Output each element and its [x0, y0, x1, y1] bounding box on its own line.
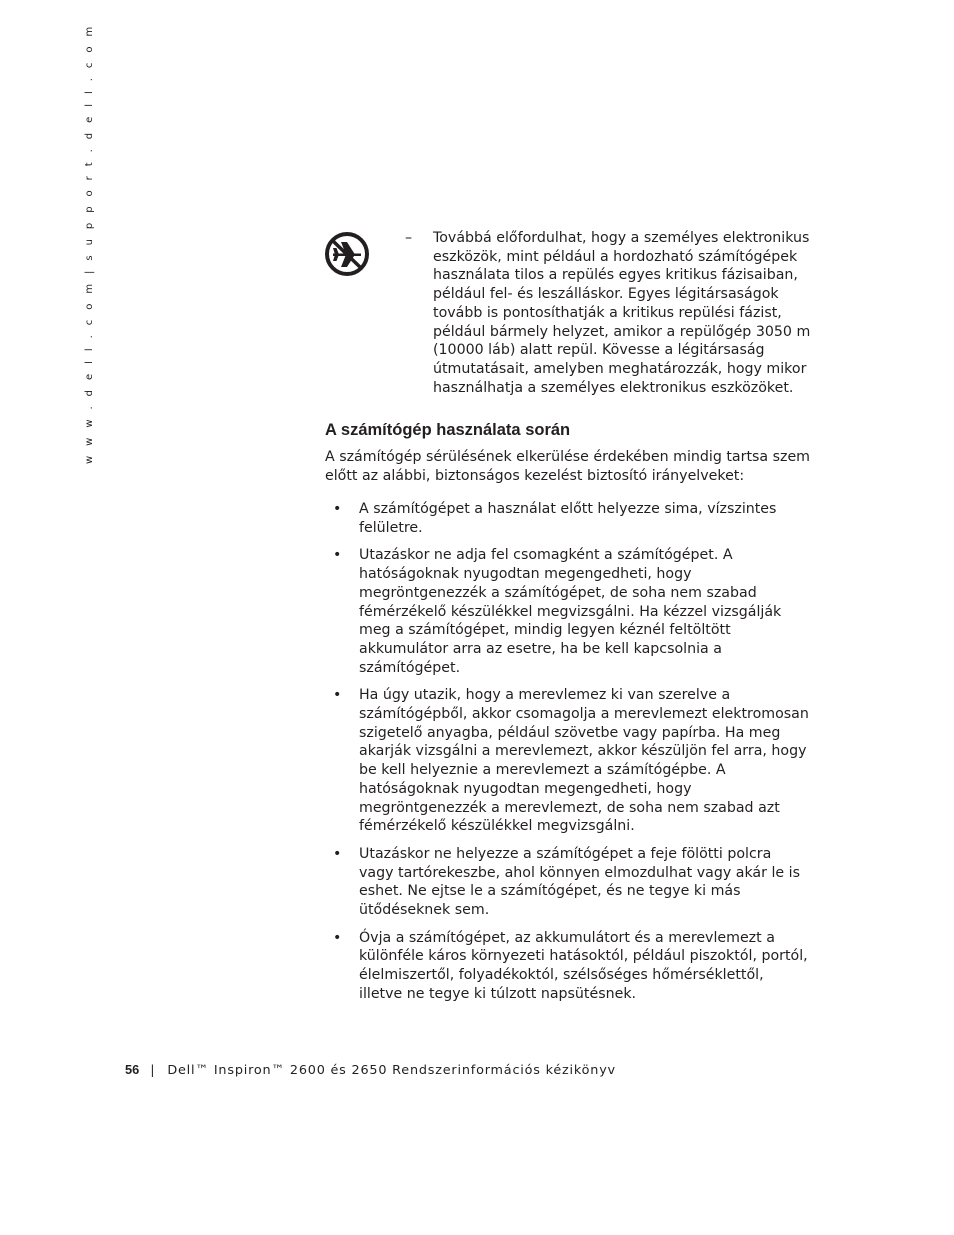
flight-note [405, 229, 815, 397]
flight-note-text: Továbbá előfordulhat, hogy a személyes elektronikus eszközök, mint például a hordozható számítógépek használata tilos a repülés egyes kritikus fázisaiban, például fel- és leszálláskor. Egyes légitársaságok tovább is pontosíthatják a kritikus repülési fázist, például bármely helyzet, amikor a repülőgép 3050 m (10000 láb) alatt repül. Kövesse a légitársaság útmutatásait, amelyben meghatározzák, hogy mikor használhatja a személyes elektronikus eszközöket. [433, 230, 811, 396]
list-item [325, 845, 810, 920]
page-footer [125, 1060, 616, 1081]
footer-separator: | [150, 1063, 156, 1078]
no-electronics-airplane-icon [324, 231, 370, 277]
list-item [325, 546, 810, 677]
bullet-icon: • [333, 547, 342, 564]
list-item-text: Ha úgy utazik, hogy a merevlemez ki van szerelve a számítógépből, akkor csomagolja a merevlemezt elektromosan szigetelő anyagba, például szövetbe vagy papírba. Ha meg akarják vizsgálni a merevlemezt, akkor készüljön fel arra, hogy be kell helyeznie a merevlemezt a számítógépbe. A hatóságoknak nyugodtan megengedheti, hogy megröntgenezzék a merevlemezt, de soha nem szabad azt fémérzékelő készülékkel megvizsgálni. [359, 687, 809, 835]
list-item-text: Utazáskor ne adja fel csomagként a számítógépet. A hatóságoknak nyugodtan megengedheti, hogy megröntgenezzék a számítógépet, de soha nem szabad fémérzékelő készülékkel megvizsgálni. Ha kézzel vizsgálják meg a számítógépet, mindig legyen kéznél feltöltött akkumulátor arra az esetre, ha be kell kapcsolnia a számítógépet. [359, 547, 782, 676]
list-item [325, 500, 810, 537]
bullet-icon: • [333, 845, 342, 862]
manual-title: Dell™ Inspiron™ 2600 és 2650 Rendszerinformációs kézikönyv [167, 1063, 616, 1078]
list-item [325, 929, 810, 1004]
section-intro: A számítógép sérülésének elkerülése érdekében mindig tartsa szem előtt az alábbi, biztonságos kezelést biztosító irányelveket: [325, 449, 810, 484]
bullet-icon: • [333, 929, 342, 946]
bullet-icon: • [333, 687, 342, 704]
section-heading: A számítógép használata során [325, 421, 571, 439]
list-item [325, 686, 810, 836]
guidelines-list [325, 500, 810, 1013]
sidebar-url-text: w w w . d e l l . c o m | s u p p o r t . d e l l . c o m [84, 23, 95, 464]
list-item-text: A számítógépet a használat előtt helyezze sima, vízszintes felületre. [359, 501, 777, 536]
page-number: 56 [125, 1062, 140, 1077]
bullet-icon: • [333, 501, 342, 517]
dash-marker: – [405, 230, 413, 246]
list-item-text: Utazáskor ne helyezze a számítógépet a feje fölötti polcra vagy tartórekeszbe, ahol könnyen elmozdulhat vagy akár le is eshet. Ne ejtse le a számítógépet, és ne tegye ki más ütődéseknek sem. [359, 845, 800, 919]
list-item-text: Óvja a számítógépet, az akkumulátort és a merevlemezt a különféle káros környezeti hatásoktól, például piszoktól, portól, élelmiszertől, folyadékoktól, szélsőséges hőmérséklettől, illetve ne tegye ki túlzott napsütésnek. [359, 929, 808, 1002]
